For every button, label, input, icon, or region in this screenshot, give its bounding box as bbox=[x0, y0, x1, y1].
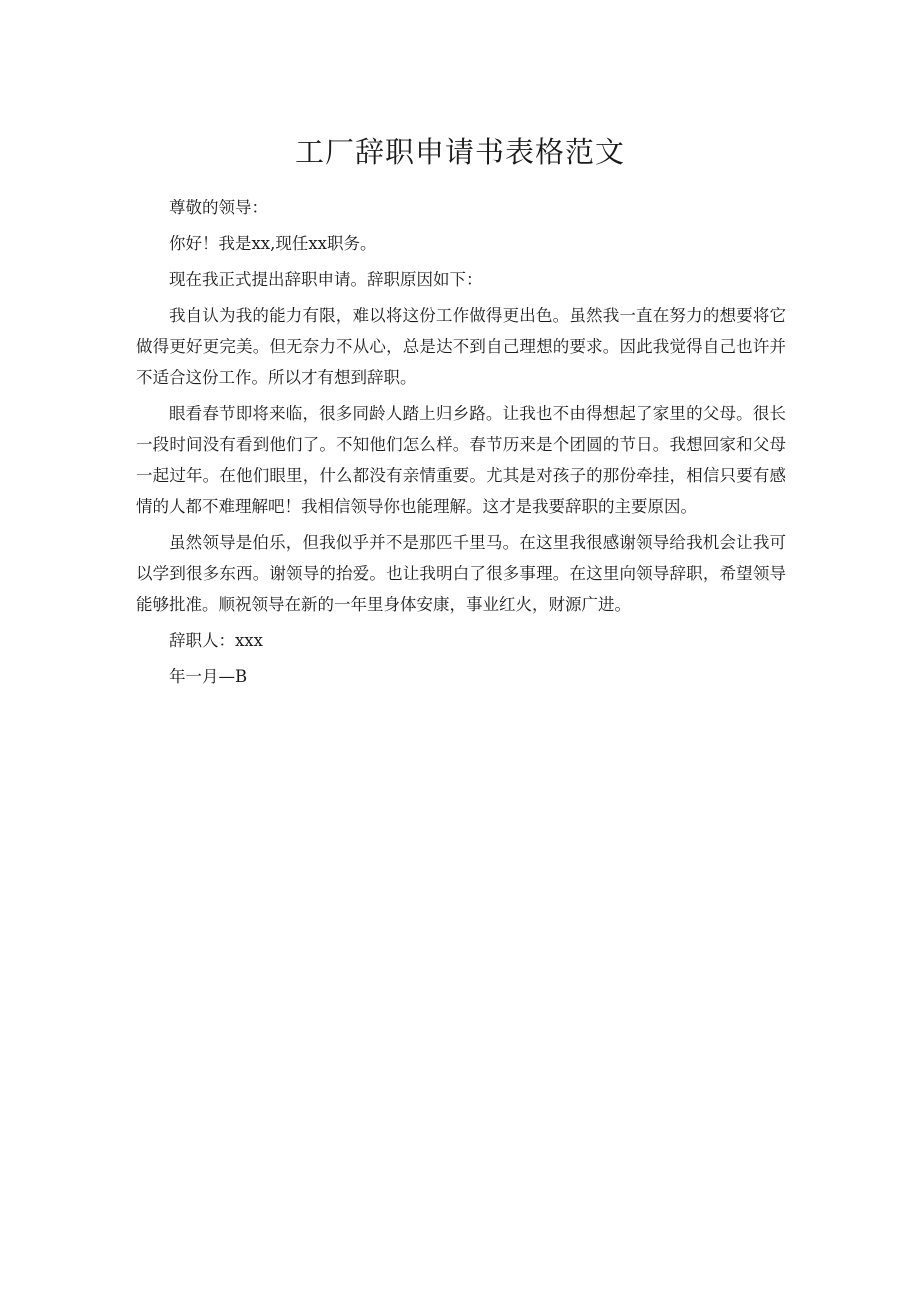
signature-line: 辞职人：xxx bbox=[169, 631, 263, 650]
salutation: 尊敬的领导： bbox=[169, 198, 268, 217]
greeting: 你好！我是xx,现任xx职务。 bbox=[169, 234, 377, 253]
date-line: 年一月—B bbox=[169, 667, 248, 686]
intro-line: 现在我正式提出辞职申请。辞职原因如下： bbox=[169, 270, 483, 289]
paragraph-reason-family: 眼看春节即将来临，很多同龄人踏上归乡路。让我也不由得想起了家里的父母。很长一段时间没有看到他们了。不知他们怎么样。春节历来是个团圆的节日。我想回家和父母一起过年。在他们眼里，什么都没有亲情重要。尤其是对孩子的那份牵挂，相信只要有感情的人都不难理解吧！我相信领导你也能理解。这才是我要辞职的主要原因。 bbox=[136, 404, 786, 516]
paragraph-reason-ability: 我自认为我的能力有限，难以将这份工作做得更出色。虽然我一直在努力的想要将它做得更好更完美。但无奈力不从心，总是达不到自己理想的要求。因此我觉得自己也许并不适合这份工作。所以才有想到辞职。 bbox=[136, 306, 786, 387]
paragraph-thanks: 虽然领导是伯乐，但我似乎并不是那匹千里马。在这里我很感谢领导给我机会让我可以学到很多东西。谢领导的抬爱。也让我明白了很多事理。在这里向领导辞职，希望领导能够批准。顺祝领导在新的一年里身体安康，事业红火，财源广进。 bbox=[136, 533, 786, 614]
letter-body bbox=[136, 192, 786, 697]
document-title: 工厂辞职申请书表格范文 bbox=[294, 135, 625, 169]
